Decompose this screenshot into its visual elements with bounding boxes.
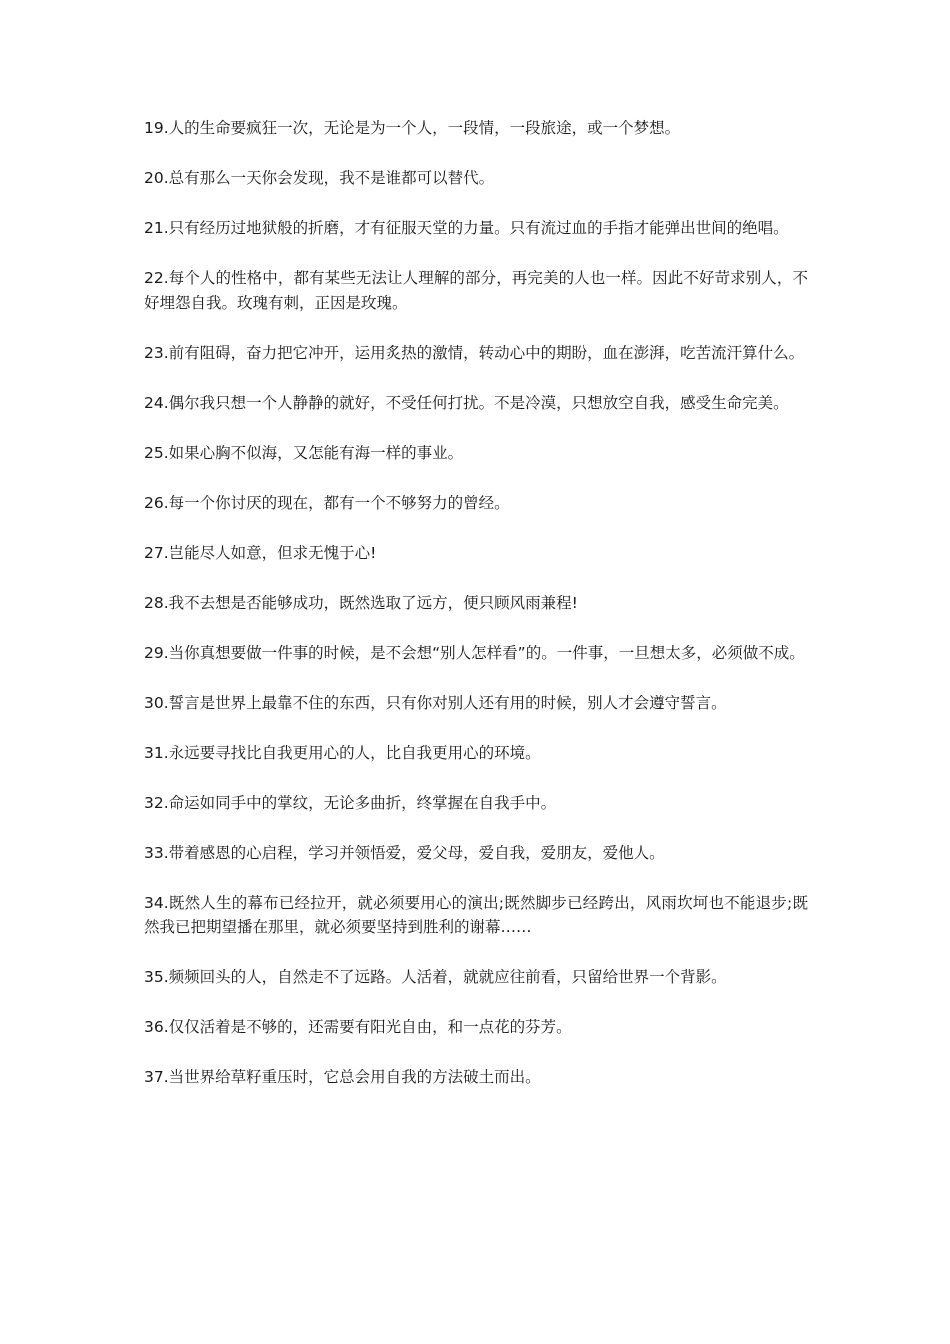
quote-35: 35.频频回头的人，自然走不了远路。人活着，就就应往前看，只留给世界一个背影。 xyxy=(144,968,727,986)
quote-23: 23.前有阻碍，奋力把它冲开，运用炙热的激情，转动心中的期盼，血在澎湃，吃苦流汗算什么。 xyxy=(144,343,805,362)
quote-30: 30.誓言是世界上最靠不住的东西，只有你对别人还有用的时候，别人才会遵守誓言。 xyxy=(144,693,727,712)
quote-33: 33.带着感恩的心启程，学习并领悟爱，爱父母，爱自我，爱朋友，爱他人。 xyxy=(144,843,665,862)
quote-21: 21.只有经历过地狱般的折磨，才有征服天堂的力量。只有流过血的手指才能弹出世间的绝唱。 xyxy=(144,219,789,237)
quote-25: 25.如果心胸不似海，又怎能有海一样的事业。 xyxy=(144,443,464,462)
quote-19: 19.人的生命要疯狂一次，无论是为一个人，一段情，一段旅途，或一个梦想。 xyxy=(144,119,681,137)
document-body xyxy=(144,116,808,1115)
quote-20: 20.总有那么一天你会发现，我不是谁都可以替代。 xyxy=(144,169,495,187)
quote-24: 24.偶尔我只想一个人静静的就好，不受任何打扰。不是冷漠，只想放空自我，感受生命完美。 xyxy=(144,393,789,412)
quote-22: 22.每个人的性格中，都有某些无法让人理解的部分，再完美的人也一样。因此不好苛求别人，不好埋怨自我。玫瑰有刺，正因是玫瑰。 xyxy=(144,269,808,312)
quote-26: 26.每一个你讨厌的现在，都有一个不够努力的曾经。 xyxy=(144,493,510,512)
quote-34: 34.既然人生的幕布已经拉开，就必须要用心的演出;既然脚步已经跨出，风雨坎坷也不能退步;既然我已把期望播在那里，就必须要坚持到胜利的谢幕…… xyxy=(144,893,808,936)
quote-36: 36.仅仅活着是不够的，还需要有阳光自由，和一点花的芬芳。 xyxy=(144,1018,572,1036)
quote-28: 28.我不去想是否能够成功，既然选取了远方，便只顾风雨兼程! xyxy=(144,593,578,612)
quote-31: 31.永远要寻找比自我更用心的人，比自我更用心的环境。 xyxy=(144,743,541,762)
quote-37: 37.当世界给草籽重压时，它总会用自我的方法破土而出。 xyxy=(144,1068,541,1086)
quote-32: 32.命运如同手中的掌纹，无论多曲折，终掌握在自我手中。 xyxy=(144,793,557,812)
quote-29: 29.当你真想要做一件事的时候，是不会想“别人怎样看”的。一件事，一旦想太多，必须做不成。 xyxy=(144,643,805,662)
quote-27: 27.岂能尽人如意，但求无愧于心! xyxy=(144,543,377,562)
